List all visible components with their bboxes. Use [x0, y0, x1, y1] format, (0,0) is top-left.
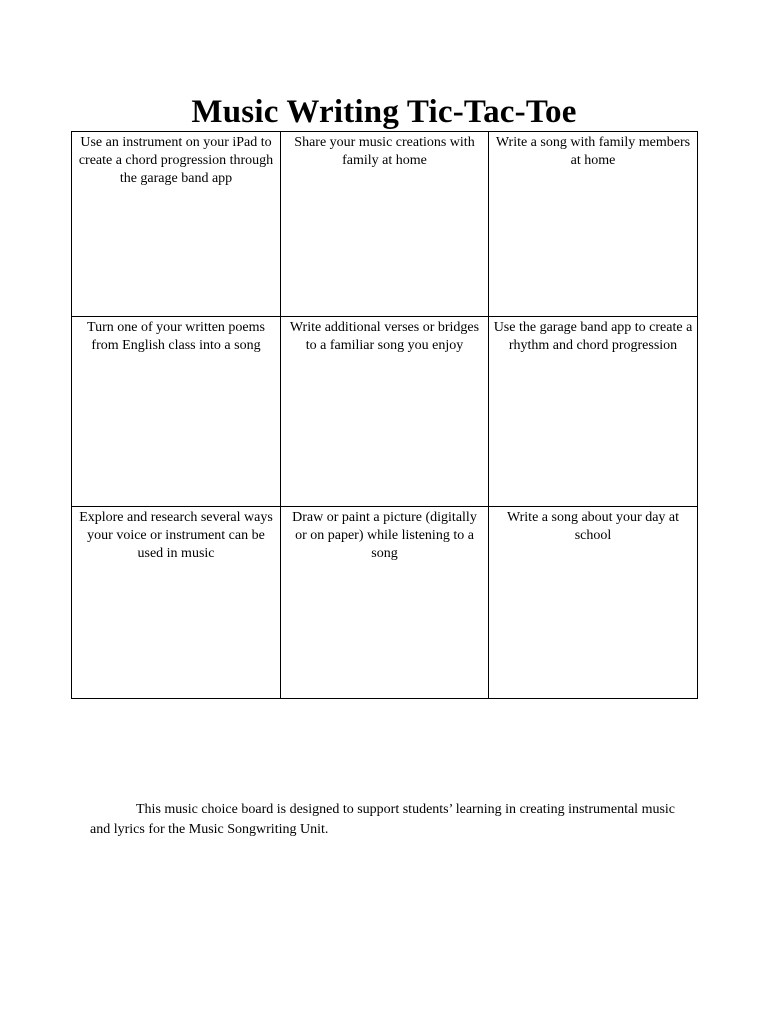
board-row: [72, 507, 698, 699]
page-title: Music Writing Tic-Tac-Toe: [191, 94, 577, 130]
board-row: [72, 317, 698, 507]
board-cell: Explore and research several ways your voice or instrument can be used in music: [72, 507, 281, 699]
description-paragraph: This music choice board is designed to support students’ learning in creating instrumental music and lyrics for the Music Songwriting Unit.: [90, 802, 676, 837]
board-cell: Write additional verses or bridges to a familiar song you enjoy: [281, 317, 489, 507]
board-cell: Use an instrument on your iPad to create a chord progression through the garage band app: [72, 132, 281, 317]
board-cell: Write a song with family members at home: [489, 132, 698, 317]
tic-tac-toe-board: [71, 131, 698, 699]
board-cell: Use the garage band app to create a rhythm and chord progression: [489, 317, 698, 507]
board-cell: Turn one of your written poems from English class into a song: [72, 317, 281, 507]
board-row: [72, 132, 698, 317]
board-cell: Draw or paint a picture (digitally or on paper) while listening to a song: [281, 507, 489, 699]
board-cell: Write a song about your day at school: [489, 507, 698, 699]
board-cell: Share your music creations with family at home: [281, 132, 489, 317]
